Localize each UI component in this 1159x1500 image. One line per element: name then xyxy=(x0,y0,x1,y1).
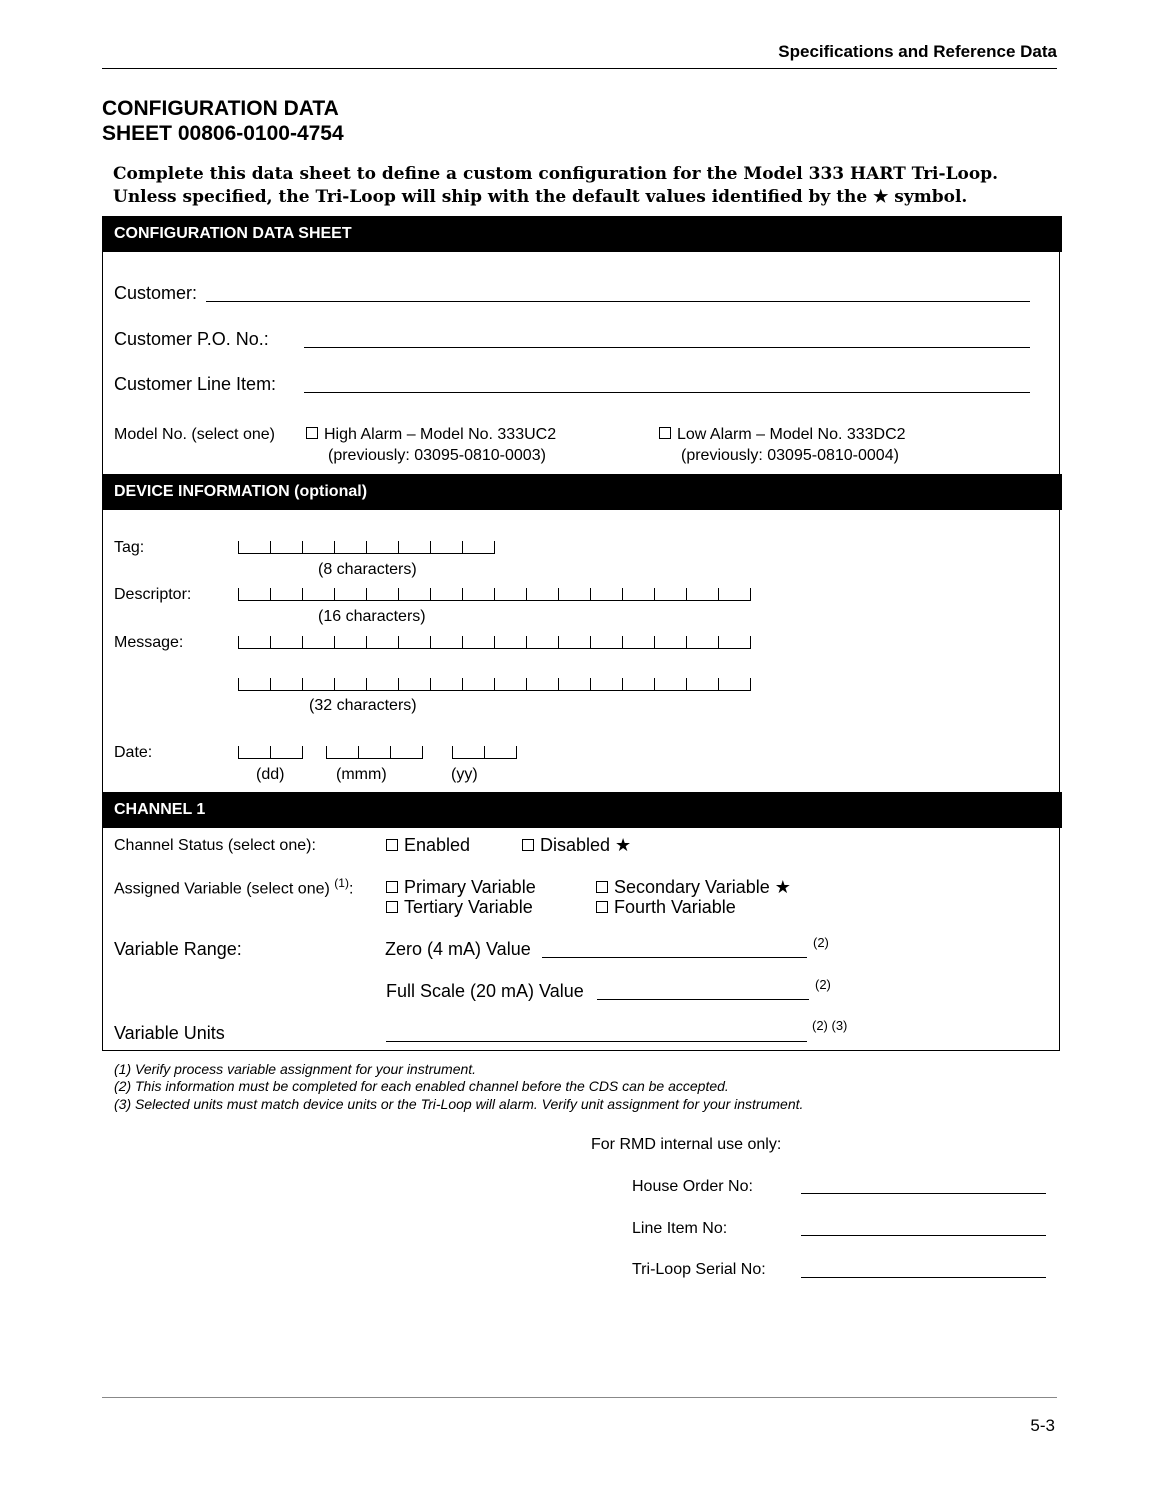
char-cell[interactable] xyxy=(238,541,270,554)
char-cell[interactable] xyxy=(654,678,686,691)
tertiary-variable-option[interactable] xyxy=(386,897,533,918)
full-scale-field[interactable] xyxy=(597,999,809,1000)
char-cell[interactable] xyxy=(462,541,494,554)
char-cell[interactable] xyxy=(590,636,622,649)
char-cell[interactable] xyxy=(302,541,334,554)
model-high-option[interactable] xyxy=(306,426,556,444)
char-cell[interactable] xyxy=(462,636,494,649)
char-cell-end xyxy=(750,636,752,649)
char-cell[interactable] xyxy=(462,588,494,601)
model-label: Model No. (select one) xyxy=(114,426,275,443)
full-scale-label: Full Scale (20 mA) Value xyxy=(386,981,584,1001)
status-enabled-option[interactable] xyxy=(386,835,470,856)
model-low-option[interactable] xyxy=(659,426,906,444)
char-cell[interactable] xyxy=(718,588,750,601)
footnote-1: (1) Verify process variable assignment for your instrument. xyxy=(114,1061,477,1077)
descriptor-field[interactable] xyxy=(238,588,752,602)
model-high-previous: (previously: 03095-0810-0003) xyxy=(328,447,546,464)
customer-field[interactable] xyxy=(206,301,1030,302)
char-cell[interactable] xyxy=(302,588,334,601)
header-rule xyxy=(102,68,1057,69)
serial-number-field[interactable] xyxy=(801,1277,1046,1278)
char-cell[interactable] xyxy=(398,636,430,649)
char-cell[interactable] xyxy=(238,678,270,691)
char-cell[interactable] xyxy=(270,541,302,554)
char-cell[interactable] xyxy=(334,636,366,649)
serial-number-label: Tri-Loop Serial No: xyxy=(632,1261,766,1278)
primary-variable-option[interactable] xyxy=(386,877,536,898)
char-cell[interactable] xyxy=(622,636,654,649)
char-cell-end xyxy=(494,541,496,554)
char-cell[interactable] xyxy=(622,588,654,601)
char-cell[interactable] xyxy=(302,678,334,691)
char-cell[interactable] xyxy=(654,588,686,601)
tag-label: Tag: xyxy=(114,539,145,556)
char-cell[interactable] xyxy=(398,541,430,554)
char-cell[interactable] xyxy=(430,541,462,554)
char-cell[interactable] xyxy=(430,636,462,649)
internal-use-heading: For RMD internal use only: xyxy=(591,1136,782,1153)
char-cell[interactable] xyxy=(366,588,398,601)
variable-units-note: (2) (3) xyxy=(812,1018,848,1033)
char-cell[interactable] xyxy=(238,636,270,649)
model-low-label: Low Alarm – Model No. 333DC2 xyxy=(677,426,906,443)
char-cell-end xyxy=(750,588,752,601)
char-cell[interactable] xyxy=(718,678,750,691)
disabled-checkbox[interactable] xyxy=(522,839,534,851)
title-line-1: CONFIGURATION DATA xyxy=(102,97,339,120)
char-cell[interactable] xyxy=(462,678,494,691)
char-cell[interactable] xyxy=(430,588,462,601)
char-cell[interactable] xyxy=(484,746,516,759)
fourth-variable-option[interactable] xyxy=(596,897,736,918)
char-cell[interactable] xyxy=(270,636,302,649)
footer-rule xyxy=(102,1397,1057,1398)
assigned-footnote-ref: (1) xyxy=(334,876,349,890)
zero-value-label: Zero (4 mA) Value xyxy=(385,939,531,959)
house-order-field[interactable] xyxy=(801,1193,1046,1194)
date-year-field[interactable] xyxy=(452,746,518,760)
variable-units-field[interactable] xyxy=(386,1041,807,1042)
enabled-checkbox[interactable] xyxy=(386,839,398,851)
intro-text xyxy=(113,163,998,209)
secondary-label: Secondary Variable ★ xyxy=(614,877,791,897)
char-cell[interactable] xyxy=(334,541,366,554)
model-high-checkbox[interactable] xyxy=(306,427,318,439)
customer-label: Customer: xyxy=(114,283,198,303)
message-field-line-1[interactable] xyxy=(238,636,752,650)
intro-line-2: Unless specified, the Tri-Loop will ship with the default values identified by the ★ symbol. xyxy=(113,187,968,207)
char-cell[interactable] xyxy=(366,541,398,554)
model-low-checkbox[interactable] xyxy=(659,427,671,439)
message-field-line-2[interactable] xyxy=(238,678,752,692)
footnote-2: (2) This information must be completed for each enabled channel before the CDS can be accepted. xyxy=(114,1078,729,1094)
char-cell[interactable] xyxy=(558,636,590,649)
page-title xyxy=(102,96,344,146)
char-cell[interactable] xyxy=(558,588,590,601)
model-high-label: High Alarm – Model No. 333UC2 xyxy=(324,426,557,443)
fourth-label: Fourth Variable xyxy=(614,897,736,917)
char-cell[interactable] xyxy=(334,588,366,601)
device-heading-rest: (optional) xyxy=(289,483,368,500)
char-cell[interactable] xyxy=(558,678,590,691)
char-cell[interactable] xyxy=(238,746,270,759)
device-heading-bold: DEVICE INFORMATION xyxy=(114,483,290,500)
char-cell[interactable] xyxy=(302,636,334,649)
char-cell[interactable] xyxy=(590,588,622,601)
assigned-variable-label xyxy=(114,876,353,898)
char-cell[interactable] xyxy=(526,678,558,691)
date-yy-note: (yy) xyxy=(451,766,478,783)
char-cell[interactable] xyxy=(494,588,526,601)
char-cell[interactable] xyxy=(270,588,302,601)
full-scale-note: (2) xyxy=(815,977,831,992)
primary-label: Primary Variable xyxy=(404,877,536,897)
char-cell[interactable] xyxy=(686,636,718,649)
date-dd-note: (dd) xyxy=(256,766,285,783)
date-label: Date: xyxy=(114,744,153,761)
char-cell[interactable] xyxy=(358,746,390,759)
secondary-variable-option[interactable] xyxy=(596,877,791,898)
date-month-field[interactable] xyxy=(326,746,424,760)
po-number-label: Customer P.O. No.: xyxy=(114,329,269,349)
model-low-previous: (previously: 03095-0810-0004) xyxy=(681,447,899,464)
char-cell[interactable] xyxy=(526,588,558,601)
char-cell[interactable] xyxy=(686,588,718,601)
intro-line-1: Complete this data sheet to define a custom configuration for the Model 333 HART Tri-Loop. xyxy=(113,164,999,184)
char-cell[interactable] xyxy=(366,636,398,649)
variable-units-label: Variable Units xyxy=(114,1023,225,1043)
char-cell-end xyxy=(422,746,424,759)
char-cell-end xyxy=(750,678,752,691)
char-cell[interactable] xyxy=(398,678,430,691)
internal-line-item-label: Line Item No: xyxy=(632,1220,728,1237)
char-cell[interactable] xyxy=(430,678,462,691)
running-header: Specifications and Reference Data xyxy=(778,42,1057,61)
primary-checkbox[interactable] xyxy=(386,881,398,893)
descriptor-note: (16 characters) xyxy=(318,608,426,625)
secondary-checkbox[interactable] xyxy=(596,881,608,893)
char-cell[interactable] xyxy=(270,678,302,691)
char-cell-end xyxy=(516,746,518,759)
house-order-label: House Order No: xyxy=(632,1178,753,1195)
zero-value-note: (2) xyxy=(813,935,829,950)
char-cell-end xyxy=(302,746,304,759)
config-section-header: CONFIGURATION DATA SHEET xyxy=(102,216,1062,252)
tertiary-label: Tertiary Variable xyxy=(404,897,533,917)
char-cell[interactable] xyxy=(654,636,686,649)
descriptor-label: Descriptor: xyxy=(114,586,192,603)
internal-line-item-field[interactable] xyxy=(801,1235,1046,1236)
tag-field[interactable] xyxy=(238,541,496,555)
channel-status-label: Channel Status (select one): xyxy=(114,837,316,854)
date-day-field[interactable] xyxy=(238,746,304,760)
variable-range-label: Variable Range: xyxy=(114,939,242,959)
message-note: (32 characters) xyxy=(309,697,417,714)
disabled-label: Disabled ★ xyxy=(540,835,632,855)
char-cell[interactable] xyxy=(718,636,750,649)
char-cell[interactable] xyxy=(270,746,302,759)
date-mmm-note: (mmm) xyxy=(336,766,387,783)
char-cell[interactable] xyxy=(398,588,430,601)
fourth-checkbox[interactable] xyxy=(596,901,608,913)
char-cell[interactable] xyxy=(238,588,270,601)
char-cell[interactable] xyxy=(326,746,358,759)
page-number: 5-3 xyxy=(1030,1416,1055,1435)
line-item-label: Customer Line Item: xyxy=(114,374,277,394)
device-section-header xyxy=(102,474,1062,510)
assigned-colon: : xyxy=(348,880,354,898)
status-disabled-option[interactable] xyxy=(522,835,631,856)
zero-value-field[interactable] xyxy=(542,957,807,958)
title-line-2: SHEET 00806-0100-4754 xyxy=(102,122,344,145)
tag-note: (8 characters) xyxy=(318,561,417,578)
char-cell[interactable] xyxy=(494,678,526,691)
line-item-field[interactable] xyxy=(304,392,1030,393)
char-cell[interactable] xyxy=(334,678,366,691)
char-cell[interactable] xyxy=(390,746,422,759)
po-number-field[interactable] xyxy=(304,347,1030,348)
char-cell[interactable] xyxy=(526,636,558,649)
char-cell[interactable] xyxy=(494,636,526,649)
char-cell[interactable] xyxy=(622,678,654,691)
tertiary-checkbox[interactable] xyxy=(386,901,398,913)
char-cell[interactable] xyxy=(452,746,484,759)
footnote-3: (3) Selected units must match device units or the Tri-Loop will alarm. Verify unit assignment for your instrument. xyxy=(114,1096,804,1112)
char-cell[interactable] xyxy=(590,678,622,691)
char-cell[interactable] xyxy=(366,678,398,691)
enabled-label: Enabled xyxy=(404,835,471,855)
assigned-label-text: Assigned Variable (select one) xyxy=(114,880,330,898)
channel-section-header: CHANNEL 1 xyxy=(102,792,1062,828)
char-cell[interactable] xyxy=(686,678,718,691)
message-label: Message: xyxy=(114,634,184,651)
